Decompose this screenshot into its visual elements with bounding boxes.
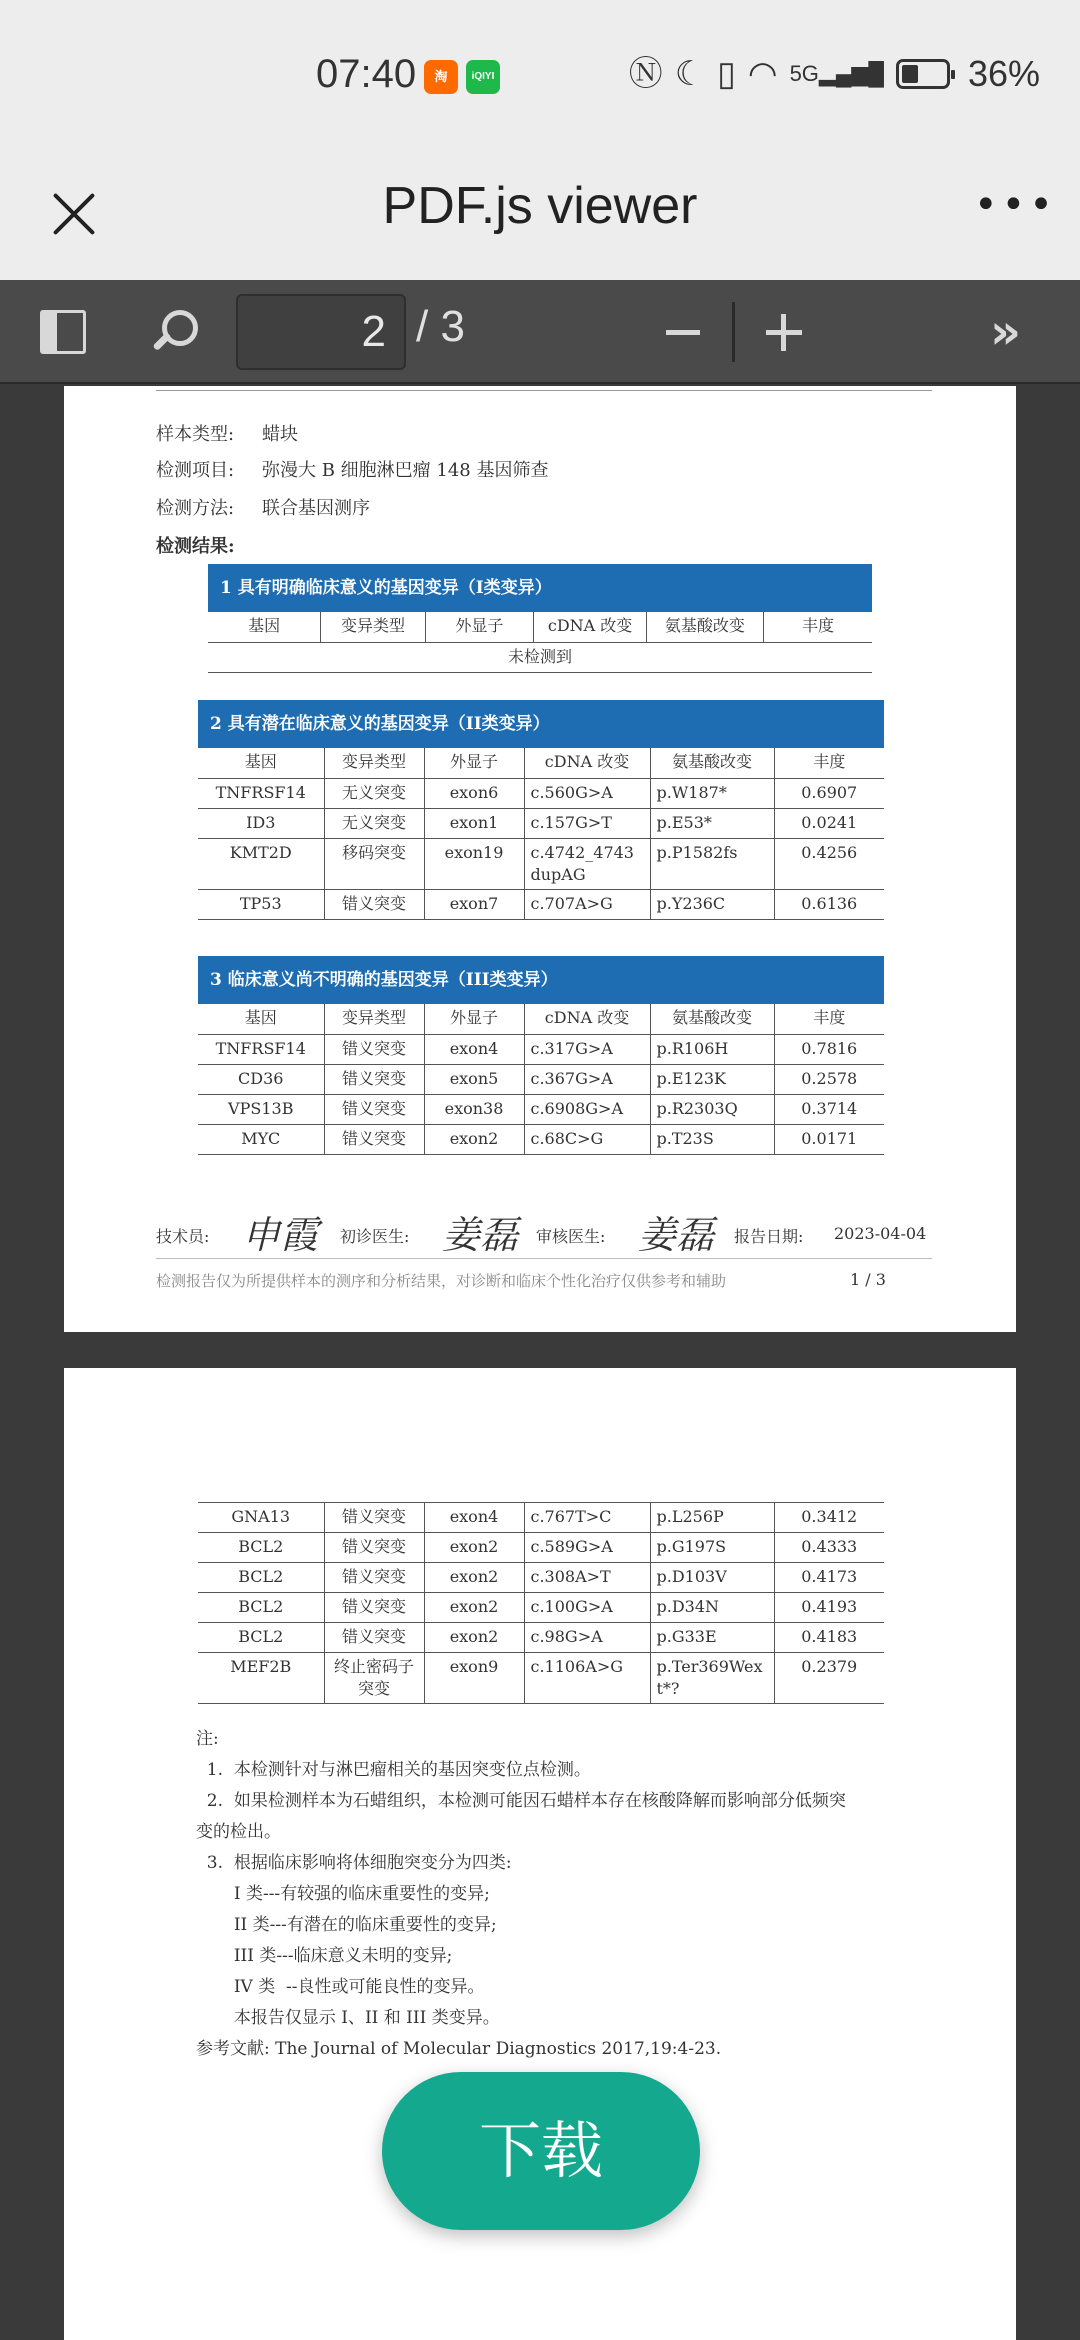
cell-exon: exon2 xyxy=(424,1124,524,1154)
tech-signature: 申霞 xyxy=(242,1213,319,1257)
cell-type: 错义突变 xyxy=(324,889,424,919)
cell-gene: TP53 xyxy=(198,889,324,919)
cell-cdna: c.4742_4743dupAG xyxy=(524,838,650,889)
cell-type: 错义突变 xyxy=(324,1034,424,1064)
cell-freq: 0.4333 xyxy=(774,1533,884,1563)
first-doctor-signature: 姜磊 xyxy=(442,1213,519,1257)
cell-cdna: c.98G>A xyxy=(524,1623,650,1653)
cell-aa: p.G33E xyxy=(650,1623,774,1653)
cell-gene: GNA13 xyxy=(198,1503,324,1533)
title-bar xyxy=(0,150,1080,280)
cell-cdna: c.707A>G xyxy=(524,889,650,919)
report-date: 2023-04-04 xyxy=(834,1224,927,1243)
cell-freq: 0.2379 xyxy=(774,1653,884,1704)
note-line: 3. 根据临床影响将体细胞突变分为四类: xyxy=(196,1853,512,1873)
first-doctor-label: 初诊医生: xyxy=(340,1227,410,1246)
cell-exon: exon5 xyxy=(424,1064,524,1094)
note-line: 注: xyxy=(196,1729,219,1749)
cell-gene: BCL2 xyxy=(198,1593,324,1623)
cell-type: 错义突变 xyxy=(324,1124,424,1154)
table-row xyxy=(198,889,884,919)
cell-aa: p.L256P xyxy=(650,1503,774,1533)
cell-type: 错义突变 xyxy=(324,1094,424,1124)
note-line: 2. 如果检测样本为石蜡组织，本检测可能因石蜡样本存在核酸降解而影响部分低频突 xyxy=(196,1791,846,1811)
cell-exon: exon6 xyxy=(424,778,524,808)
note-line: 变的检出。 xyxy=(196,1822,281,1842)
method-value: 联合基因测序 xyxy=(262,498,370,519)
cell-cdna: c.560G>A xyxy=(524,778,650,808)
note-line: I 类---有较强的临床重要性的变异; xyxy=(196,1884,490,1904)
section2-header: 2 具有潜在临床意义的基因变异（II类变异） xyxy=(198,700,884,748)
section1-table xyxy=(208,612,872,673)
page-number-input[interactable]: 2 xyxy=(236,294,406,370)
cell-freq: 0.2578 xyxy=(774,1064,884,1094)
cell-type: 终止密码子突变 xyxy=(324,1653,424,1704)
download-button[interactable]: 下载 xyxy=(382,2072,700,2230)
review-doctor-signature: 姜磊 xyxy=(638,1213,715,1257)
cell-gene: MEF2B xyxy=(198,1653,324,1704)
cell-type: 无义突变 xyxy=(324,778,424,808)
col-aa: 氨基酸改变 xyxy=(650,748,774,778)
sidebar-toggle-icon[interactable] xyxy=(40,310,86,354)
vibrate-icon: ▯ xyxy=(717,55,736,93)
cell-aa: p.R106H xyxy=(650,1034,774,1064)
col-gene: 基因 xyxy=(198,1004,324,1034)
cell-gene: BCL2 xyxy=(198,1563,324,1593)
signal-icon: 5G▂▄▆█ xyxy=(789,61,884,86)
section3-header: 3 临床意义尚不明确的基因变异（III类变异） xyxy=(198,956,884,1004)
cell-exon: exon2 xyxy=(424,1563,524,1593)
report-notes xyxy=(196,1724,846,2065)
table-header-row xyxy=(198,1004,884,1034)
cell-aa: p.T23S xyxy=(650,1124,774,1154)
table-row xyxy=(198,838,884,889)
col-gene: 基因 xyxy=(198,748,324,778)
cell-aa: p.W187* xyxy=(650,778,774,808)
network-type: 5G xyxy=(789,61,819,86)
cell-freq: 0.4193 xyxy=(774,1593,884,1623)
cell-aa: p.G197S xyxy=(650,1533,774,1563)
cell-type: 移码突变 xyxy=(324,838,424,889)
cell-aa: p.E53* xyxy=(650,808,774,838)
col-cdna: cDNA 改变 xyxy=(524,748,650,778)
section3-table xyxy=(198,1004,884,1155)
cell-aa: p.D103V xyxy=(650,1563,774,1593)
col-freq: 丰度 xyxy=(763,612,872,642)
cell-exon: exon19 xyxy=(424,838,524,889)
pdf-viewer[interactable] xyxy=(0,386,1080,2340)
table-row xyxy=(198,808,884,838)
cell-cdna: c.157G>T xyxy=(524,808,650,838)
note-line: 本报告仅显示 I、II 和 III 类变异。 xyxy=(196,2008,500,2028)
cell-freq: 0.0241 xyxy=(774,808,884,838)
status-bar xyxy=(0,0,1080,150)
pdf-toolbar xyxy=(0,280,1080,384)
nfc-icon: Ⓝ xyxy=(628,55,663,93)
moon-icon: ☾ xyxy=(674,55,706,93)
zoom-in-icon[interactable] xyxy=(766,312,802,352)
divider xyxy=(156,390,932,391)
cell-exon: exon2 xyxy=(424,1593,524,1623)
cell-aa: p.P1582fs xyxy=(650,838,774,889)
table-row xyxy=(198,1094,884,1124)
cell-gene: ID3 xyxy=(198,808,324,838)
tools-chevron-icon[interactable]: » xyxy=(990,304,1008,360)
results-label: 检测结果: xyxy=(156,536,235,557)
cell-freq: 0.4256 xyxy=(774,838,884,889)
table-row xyxy=(198,1593,884,1623)
col-gene: 基因 xyxy=(208,612,321,642)
cell-gene: CD36 xyxy=(198,1064,324,1094)
col-exon: 外显子 xyxy=(424,1004,524,1034)
page-number-footer: 1 / 3 xyxy=(850,1270,886,1289)
col-type: 变异类型 xyxy=(321,612,425,642)
table-row xyxy=(198,1124,884,1154)
cell-freq: 0.0171 xyxy=(774,1124,884,1154)
zoom-out-icon[interactable] xyxy=(666,330,700,335)
table-row xyxy=(198,1563,884,1593)
cell-exon: exon1 xyxy=(424,808,524,838)
cell-type: 错义突变 xyxy=(324,1623,424,1653)
cell-cdna: c.308A>T xyxy=(524,1563,650,1593)
cell-gene: TNFRSF14 xyxy=(198,1034,324,1064)
col-cdna: cDNA 改变 xyxy=(534,612,647,642)
cell-aa: p.E123K xyxy=(650,1064,774,1094)
cell-exon: exon38 xyxy=(424,1094,524,1124)
cell-aa: p.D34N xyxy=(650,1593,774,1623)
cell-aa: p.R2303Q xyxy=(650,1094,774,1124)
cell-aa: p.Ter369Wext*? xyxy=(650,1653,774,1704)
disclaimer: 检测报告仅为所提供样本的测序和分析结果，对诊断和临床个性化治疗仅供参考和辅助 xyxy=(156,1272,727,1290)
cell-cdna: c.100G>A xyxy=(524,1593,650,1623)
cell-freq: 0.6907 xyxy=(774,778,884,808)
table-row xyxy=(198,1653,884,1704)
method-label: 检测方法: xyxy=(156,498,235,519)
table-row xyxy=(198,1503,884,1533)
col-exon: 外显子 xyxy=(425,612,534,642)
cell-gene: MYC xyxy=(198,1124,324,1154)
cell-exon: exon2 xyxy=(424,1623,524,1653)
cell-cdna: c.1106A>G xyxy=(524,1653,650,1704)
col-type: 变异类型 xyxy=(324,1004,424,1034)
table-row xyxy=(198,1034,884,1064)
cell-gene: TNFRSF14 xyxy=(198,778,324,808)
divider xyxy=(156,1258,932,1259)
col-type: 变异类型 xyxy=(324,748,424,778)
page-title: PDF.js viewer xyxy=(382,177,698,235)
table-row xyxy=(198,1623,884,1653)
report-date-label: 报告日期: xyxy=(734,1227,804,1246)
review-doctor-label: 审核医生: xyxy=(536,1227,606,1246)
cell-exon: exon7 xyxy=(424,889,524,919)
cell-exon: exon4 xyxy=(424,1503,524,1533)
cell-cdna: c.317G>A xyxy=(524,1034,650,1064)
cell-type: 错义突变 xyxy=(324,1563,424,1593)
col-cdna: cDNA 改变 xyxy=(524,1004,650,1034)
cell-type: 错义突变 xyxy=(324,1503,424,1533)
cell-cdna: c.6908G>A xyxy=(524,1094,650,1124)
section2-table xyxy=(198,748,884,920)
cell-gene: VPS13B xyxy=(198,1094,324,1124)
note-line: II 类---有潜在的临床重要性的变异; xyxy=(196,1915,497,1935)
reference-line: 参考文献: The Journal of Molecular Diagnostics 2017,19:4-23. xyxy=(196,2039,722,2059)
status-icons xyxy=(629,52,1040,96)
sample-type-value: 蜡块 xyxy=(262,424,298,445)
cell-type: 错义突变 xyxy=(324,1064,424,1094)
cell-gene: BCL2 xyxy=(198,1533,324,1563)
table-row xyxy=(198,1064,884,1094)
note-line: III 类---临床意义未明的变异; xyxy=(196,1946,453,1966)
cell-exon: exon2 xyxy=(424,1533,524,1563)
col-freq: 丰度 xyxy=(774,1004,884,1034)
more-options-icon[interactable]: ••• xyxy=(974,182,1057,228)
cell-type: 错义突变 xyxy=(324,1533,424,1563)
cell-freq: 0.7816 xyxy=(774,1034,884,1064)
note-line: IV 类 --良性或可能良性的变异。 xyxy=(196,1977,485,1997)
note-line: 1. 本检测针对与淋巴瘤相关的基因突变位点检测。 xyxy=(196,1760,591,1780)
project-value: 弥漫大 B 细胞淋巴瘤 148 基因筛查 xyxy=(262,460,549,481)
cell-aa: p.Y236C xyxy=(650,889,774,919)
battery-icon xyxy=(896,59,950,89)
project-label: 检测项目: xyxy=(156,460,235,481)
cell-cdna: c.68C>G xyxy=(524,1124,650,1154)
cell-type: 无义突变 xyxy=(324,808,424,838)
search-icon[interactable] xyxy=(150,308,196,354)
cell-exon: exon9 xyxy=(424,1653,524,1704)
cell-cdna: c.767T>C xyxy=(524,1503,650,1533)
table-row xyxy=(208,642,872,672)
sample-type-label: 样本类型: xyxy=(156,424,235,445)
status-time: 07:40 xyxy=(316,52,417,96)
cell-freq: 0.6136 xyxy=(774,889,884,919)
table-header-row xyxy=(208,612,872,642)
cell-gene: KMT2D xyxy=(198,838,324,889)
cell-type: 错义突变 xyxy=(324,1593,424,1623)
col-exon: 外显子 xyxy=(424,748,524,778)
cell-freq: 0.4183 xyxy=(774,1623,884,1653)
cell-freq: 0.4173 xyxy=(774,1563,884,1593)
col-freq: 丰度 xyxy=(774,748,884,778)
cell-freq: 0.3714 xyxy=(774,1094,884,1124)
col-aa: 氨基酸改变 xyxy=(650,1004,774,1034)
cell-cdna: c.367G>A xyxy=(524,1064,650,1094)
table-row xyxy=(198,778,884,808)
wifi-icon: ◠ xyxy=(747,55,778,93)
table-header-row xyxy=(198,748,884,778)
pdf-page-1 xyxy=(64,386,1016,1332)
iqiyi-app-icon: iQIYI xyxy=(466,60,500,94)
section1-header: 1 具有明确临床意义的基因变异（I类变异） xyxy=(208,564,872,612)
table-row xyxy=(198,1533,884,1563)
page-total: / 3 xyxy=(416,302,465,351)
cell-exon: exon4 xyxy=(424,1034,524,1064)
col-aa: 氨基酸改变 xyxy=(646,612,763,642)
taobao-app-icon: 淘 xyxy=(424,60,458,94)
cell-cdna: c.589G>A xyxy=(524,1533,650,1563)
toolbar-separator xyxy=(732,302,735,362)
cell-gene: BCL2 xyxy=(198,1623,324,1653)
battery-percent: 36% xyxy=(967,53,1040,94)
continued-table xyxy=(198,1502,884,1704)
tech-label: 技术员: xyxy=(156,1227,210,1246)
cell-freq: 0.3412 xyxy=(774,1503,884,1533)
not-detected: 未检测到 xyxy=(208,642,872,672)
